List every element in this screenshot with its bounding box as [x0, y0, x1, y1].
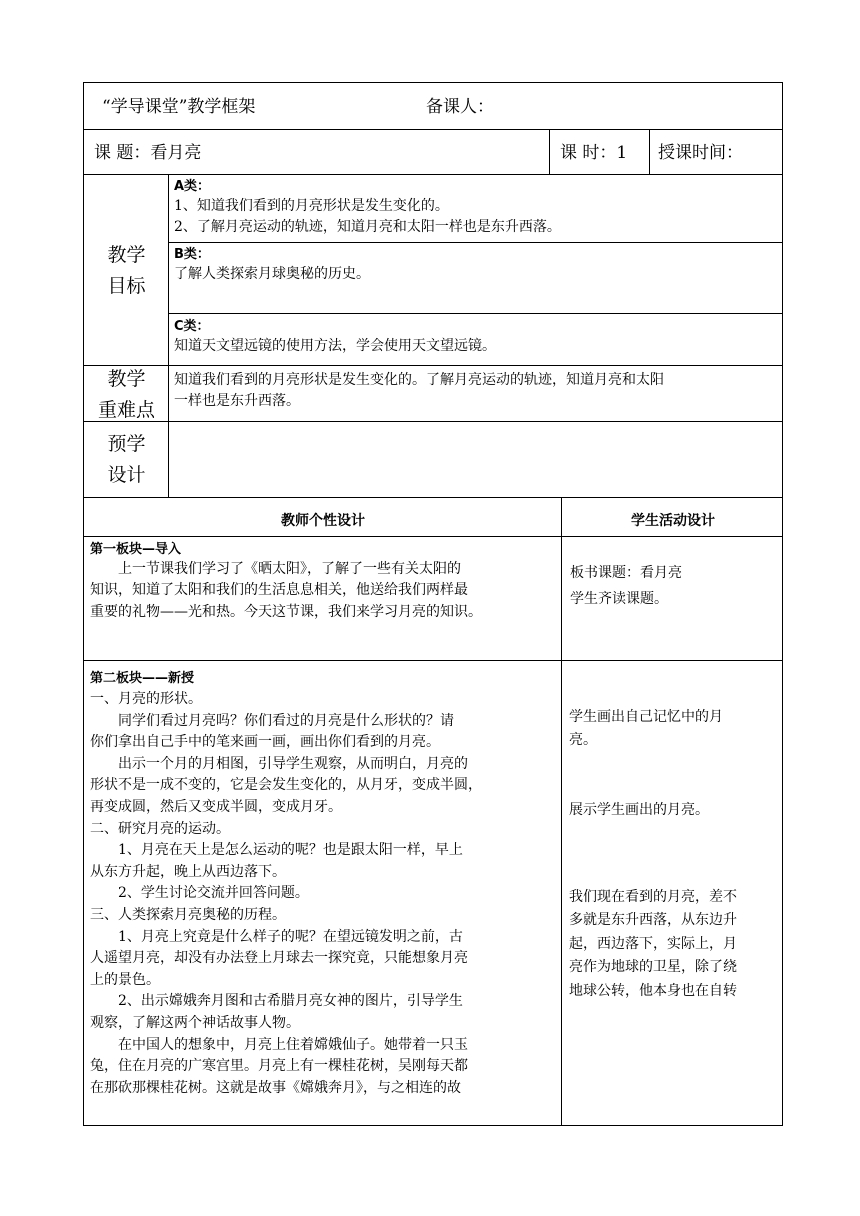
- block2-student-c-line: 多就是东升西落，从东边升: [569, 912, 737, 929]
- hours-cell: [549, 129, 649, 174]
- objective-c-text: 知道天文望远镜的使用方法，学会使用天文望远镜。: [174, 338, 496, 354]
- lesson-plan-table: [83, 82, 783, 1126]
- block1-line: 重要的礼物——光和热。今天这节课，我们来学习月亮的知识。: [90, 603, 482, 620]
- framework-title: “学导课堂”教学框架: [102, 97, 256, 117]
- block1-line: 知识，知道了太阳和我们的生活息息相关，他送给我们两样最: [90, 582, 468, 599]
- teacher-design-header-cell: [83, 497, 561, 536]
- block2-line: 1、月亮在天上是怎么运动的呢？也是跟太阳一样，早上: [118, 842, 463, 859]
- block2-line: 三、人类探索月亮奥秘的历程。: [90, 906, 286, 923]
- block2-line: 从东方升起，晚上从西边落下。: [90, 863, 286, 880]
- block2-student-a-line: 学生画出自己记忆中的月: [569, 709, 723, 725]
- key-points-label-cell: [83, 365, 168, 421]
- preparer-label: 备课人：: [426, 97, 494, 117]
- block1-line: 上一节课我们学习了《晒太阳》，了解了一些有关太阳的: [118, 561, 461, 577]
- objectives-label-line: 教学: [107, 244, 146, 266]
- block2-lines: [90, 689, 560, 1099]
- preview-content-cell: [168, 421, 783, 497]
- block2-student-c-line: 亮作为地球的卫星，除了绕: [569, 959, 737, 976]
- objective-b-text: 了解人类探索月球奥秘的历史。: [174, 266, 370, 282]
- block1-title: 第一板块—导入: [90, 542, 182, 557]
- block2-student-c-line: 我们现在看到的月亮，差不: [569, 889, 737, 905]
- block1-teacher-cell: [83, 536, 561, 660]
- preview-label-line: 设计: [107, 464, 146, 486]
- preview-label-cell: [83, 421, 168, 497]
- objective-a-item: 2、了解月亮运动的轨迹，知道月亮和太阳一样也是东升西落。: [174, 219, 561, 236]
- objective-a-cell: [168, 174, 783, 242]
- objective-a-item: 1、知道我们看到的月亮形状是发生变化的。: [174, 198, 449, 214]
- objective-c-cell: [168, 313, 783, 365]
- block2-line: 2、学生讨论交流并回答问题。: [118, 885, 309, 902]
- block2-line: 上的景色。: [90, 971, 160, 988]
- time-label: 授课时间：: [658, 143, 743, 163]
- objectives-label-cell: [83, 174, 168, 365]
- block2-student-a-line: 亮。: [569, 732, 597, 748]
- student-design-header: 学生活动设计: [631, 513, 715, 529]
- time-cell: [649, 129, 783, 174]
- block2-student-c-line: 起，西边落下，实际上，月: [569, 935, 737, 952]
- block2-line: 2、出示嫦娥奔月图和古希腊月亮女神的图片，引导学生: [118, 993, 463, 1010]
- objectives-label: [84, 240, 169, 302]
- block2-line: 兔，住在月亮的广寒宫里。月亮上有一棵桂花树，吴刚每天都: [90, 1058, 468, 1075]
- topic-label: 课 题：看月亮: [94, 143, 202, 163]
- preview-label-line: 预学: [107, 433, 146, 455]
- key-points-label: [84, 364, 169, 426]
- objectives-label-line: 目标: [107, 275, 146, 297]
- topic-cell: [83, 129, 549, 174]
- objective-c-title: C类：: [174, 319, 210, 334]
- block2-line: 二、研究月亮的运动。: [90, 820, 230, 837]
- block2-line: 一、月亮的形状。: [90, 691, 202, 707]
- block2-line: 1、月亮上究竟是什么样子的呢？在望远镜发明之前，古: [118, 928, 463, 945]
- block2-line: 在那砍那棵桂花树。这就是故事《嫦娥奔月》，与之相连的故: [90, 1079, 461, 1096]
- block2-student-c-line: 地球公转，他本身也在自转: [569, 982, 737, 999]
- key-points-line: 知道我们看到的月亮形状是发生变化的。了解月亮运动的轨迹，知道月亮和太阳: [174, 372, 664, 388]
- block2-line: 在中国人的想象中，月亮上住着嫦娥仙子。她带着一只玉: [118, 1036, 468, 1053]
- block2-title: 第二板块——新授: [90, 671, 195, 686]
- key-points-line: 一样也是东升西落。: [174, 393, 300, 410]
- block2-line: 出示一个月的月相图，引导学生观察，从而明白，月亮的: [118, 755, 468, 772]
- key-points-label-line: 重难点: [97, 399, 155, 421]
- block1-student-line: 学生齐读课题。: [570, 591, 668, 607]
- key-points-label-line: 教学: [107, 368, 146, 390]
- block2-student-cell: [561, 660, 783, 1126]
- key-points-cell: [168, 365, 783, 421]
- block2-line: 形状不是一成不变的，它是会发生变化的，从月牙，变成半圆，: [90, 777, 482, 794]
- block2-line: 人遥望月亮，却没有办法登上月球去一探究竟，只能想象月亮: [90, 950, 468, 967]
- block2-line: 观察，了解这两个神话故事人物。: [90, 1014, 300, 1031]
- teacher-design-header: 教师个性设计: [281, 513, 365, 529]
- block1-student-cell: [561, 536, 783, 660]
- block2-line: 再变成圆，然后又变成半圆，变成月牙。: [90, 798, 342, 815]
- block1-student-line: 板书课题：看月亮: [570, 565, 682, 581]
- student-design-header-cell: [561, 497, 783, 536]
- preview-label: [84, 429, 169, 491]
- header-row: [83, 82, 783, 129]
- block2-teacher-cell: [83, 660, 561, 1126]
- block2-line: 同学们看过月亮吗？你们看过的月亮是什么形状的？请: [118, 712, 454, 729]
- objective-b-cell: [168, 242, 783, 313]
- block2-student-b: 展示学生画出的月亮。: [569, 802, 709, 818]
- block2-line: 你们拿出自己手中的笔来画一画，画出你们看到的月亮。: [90, 734, 440, 751]
- objective-a-title: A类：: [174, 179, 211, 194]
- objective-b-title: B类：: [174, 247, 210, 262]
- hours-label: 课 时：1: [560, 143, 628, 163]
